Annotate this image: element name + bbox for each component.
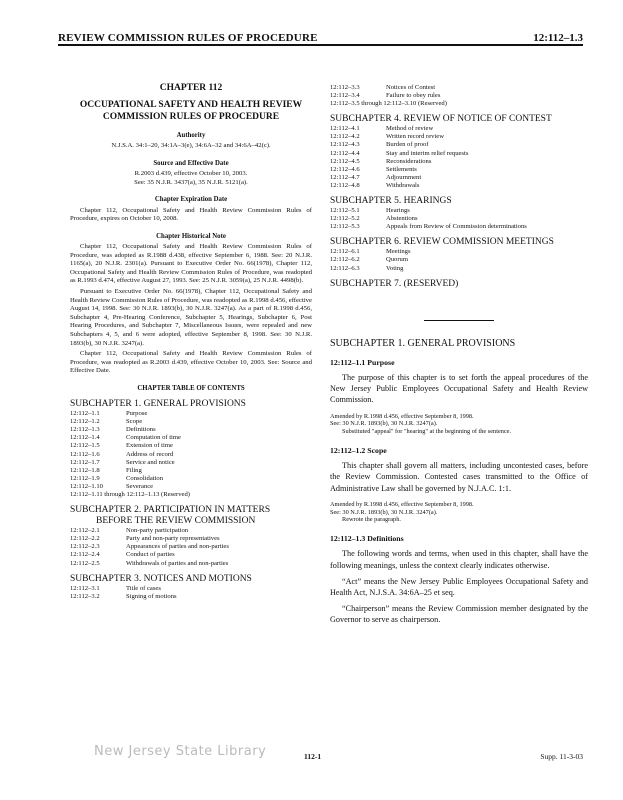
header-section: 12:112–1.3 [533,32,583,44]
toc-list-sub2 [70,527,312,567]
toc-row: 12:112–1.11 through 12:112–1.13 (Reserved) [70,491,190,499]
toc-section-title: Appearances of parties and non-parties [126,543,229,551]
toc-section-number: 12:112–1.5 [70,442,100,450]
toc-section-number: 12:112–2.4 [70,551,100,559]
toc-row [70,467,312,475]
toc-section-title: Voting [386,264,404,272]
toc-row [70,483,312,491]
toc-section-number: 12:112–1.10 [70,482,103,490]
toc-section-number: 12:112–5.2 [330,215,360,223]
toc-section-number: 12:112–4.1 [330,125,360,133]
section-1-1-note [330,413,588,436]
toc-section-title: Adjournment [386,173,422,181]
toc-row [330,141,588,149]
toc-section-title: Reconsiderations [386,157,432,165]
toc-section-title: Burden of proof [386,141,429,149]
toc-section-title: Filing [126,466,142,474]
toc-row [330,265,588,273]
note-line: See: 30 N.J.R. 1893(b), 30 N.J.R. 3247(a). [330,508,438,516]
toc-list-sub4 [330,125,588,190]
toc-list-sub1 [70,410,312,491]
toc-section-number: 12:112–1.6 [70,450,100,458]
section-1-3-body: The following words and terms, when used in this chapter, shall have the following meanings, unless the context clearly indicates otherwise. [330,549,588,570]
toc-section-number: 12:112–3.1 [70,584,100,592]
right-column [330,62,588,626]
toc-section-number: 12:112–1.9 [70,474,100,482]
toc-row [70,551,312,559]
toc-subchapter-3: SUBCHAPTER 3. NOTICES AND MOTIONS [70,573,252,584]
toc-section-number: 12:112–6.1 [330,248,360,256]
definition-chairperson: “Chairperson” means the Review Commission member designated by the Governor to serve as chairperson. [330,604,588,625]
chapter-title: OCCUPATIONAL SAFETY AND HEALTH REVIEW COMMISSION RULES OF PROCEDURE [79,100,303,122]
toc-section-number: 12:112–3.3 [330,84,360,91]
toc-section-number: 12:112–5.1 [330,207,360,215]
toc-subchapter-4: SUBCHAPTER 4. REVIEW OF NOTICE OF CONTEST [330,114,552,125]
toc-row [70,418,312,426]
expiration-heading: Chapter Expiration Date [154,196,228,204]
history-heading: Chapter Historical Note [156,232,226,240]
toc-row [70,434,312,442]
toc-section-number: 12:112–4.4 [330,149,360,157]
toc-section-title: Title of cases [126,584,161,592]
toc-section-title: Service and notice [126,458,175,466]
toc-row [330,174,588,182]
toc-row [70,451,312,459]
toc-section-title: Purpose [126,410,148,418]
toc-section-number: 12:112–4.7 [330,173,360,181]
toc-section-number: 12:112–3.4 [330,92,360,100]
toc-row [330,84,588,92]
toc-row [70,475,312,483]
source-text: R.2003 d.439, effective October 10, 2003. [134,170,248,178]
section-1-1-heading: 12:112–1.1 Purpose [330,357,395,367]
toc-section-title: Withdrawals [386,181,420,189]
toc-row [70,410,312,418]
toc-row [70,527,312,535]
toc-row [70,442,312,450]
toc-row [330,150,588,158]
toc-row [70,535,312,543]
toc-section-title: Quorum [386,256,408,264]
toc-section-title: Stay and interim relief requests [386,149,469,157]
toc-section-title: Consolidation [126,474,163,482]
toc-list-sub5 [330,207,588,231]
page-number: 112-1 [304,752,322,761]
toc-section-title: Scope [126,418,143,426]
toc-row [330,207,588,215]
toc-subchapter-2-cont: BEFORE THE REVIEW COMMISSION [96,516,256,527]
toc-subchapter-6: SUBCHAPTER 6. REVIEW COMMISSION MEETINGS [330,237,554,248]
header-title: REVIEW COMMISSION RULES OF PROCEDURE [58,32,318,44]
toc-section-number: 12:112–4.5 [330,157,360,165]
authority-heading: Authority [176,132,206,140]
toc-row [330,125,588,133]
toc-section-title: Severance [126,482,154,490]
toc-section-title: Abstentions [386,215,418,223]
toc-row [330,158,588,166]
toc-section-number: 12:112–1.4 [70,434,100,442]
toc-section-number: 12:112–2.3 [70,543,100,551]
toc-section-title: Address of record [126,450,174,458]
toc-row [70,543,312,551]
toc-subchapter-5: SUBCHAPTER 5. HEARINGS [330,196,452,207]
toc-section-number: 12:112–1.2 [70,418,100,426]
toc-section-title: Method of review [386,125,434,133]
section-1-2-note [330,501,588,524]
source-heading: Source and Effective Date [153,160,229,167]
toc-subchapter-2: SUBCHAPTER 2. PARTICIPATION IN MATTERS [70,505,271,516]
toc-section-number: 12:112–2.1 [70,527,100,535]
toc-section-number: 12:112–5.3 [330,223,360,231]
toc-section-number: 12:112–1.3 [70,426,100,434]
toc-section-number: 12:112–4.6 [330,165,360,173]
toc-section-number: 12:112–3.2 [70,592,100,600]
note-line: Rewrote the paragraph. [342,516,401,524]
toc-section-title: Meetings [386,248,411,256]
definition-act: “Act” means the New Jersey Public Employees Occupational Safety and Health Act, N.J.S.A. 34:6A–25 et seq. [330,576,588,598]
toc-subchapter-7: SUBCHAPTER 7. (RESERVED) [330,278,459,289]
library-watermark: New Jersey State Library [94,744,267,759]
supplement-date: Supp. 11-3-03 [540,752,583,761]
toc-list-sub6 [330,248,588,272]
running-header [58,30,583,46]
note-line: Substituted "appeal" for "hearing" at the beginning of the sentence. [342,428,512,436]
toc-section-number: 12:112–4.2 [330,133,360,141]
toc-row [70,585,312,593]
toc-row [330,256,588,264]
note-line: See: 30 N.J.R. 1893(b), 30 N.J.R. 3247(a). [330,420,438,428]
section-1-2-heading: 12:112–1.2 Scope [330,446,387,455]
toc-section-number: 12:112–1.8 [70,466,100,474]
authority-text: N.J.S.A. 34:1–20, 34:1A–3(e), 34:6A–32 and 34:6A–42(c). [111,142,271,150]
toc-section-number: 12:112–6.2 [330,256,360,264]
toc-section-title: Failure to obey rules [386,92,441,100]
toc-row [330,133,588,141]
toc-section-number: 12:112–1.7 [70,458,100,466]
toc-row [70,426,312,434]
section-1-2-body: This chapter shall govern all matters, including uncontested cases, before the Review Commission. Contested cases transmitted to the Office of Administrative Law shall be governed by N.J.A.C. 1:1. [330,461,588,493]
toc-row [330,182,588,190]
left-column [70,62,312,601]
toc-row [70,560,312,568]
toc-section-title: Hearings [386,207,410,215]
toc-section-number: 12:112–4.8 [330,181,360,189]
toc-section-title: Written record review [386,133,444,141]
toc-heading: CHAPTER TABLE OF CONTENTS [137,384,245,392]
toc-list-sub3 [70,585,312,601]
toc-row [70,459,312,467]
subchapter-1-heading: SUBCHAPTER 1. GENERAL PROVISIONS [330,337,516,349]
toc-section-title: Appeals from Review of Commission determinations [386,223,527,231]
toc-section-title: Signing of motions [126,592,177,600]
toc-section-title: Withdrawals of parties and non-parties [126,559,229,567]
toc-section-title: Conduct of parties [126,551,175,559]
toc-row [330,92,588,100]
toc-section-number: 12:112–4.3 [330,141,360,149]
section-divider [424,320,494,321]
toc-row [330,248,588,256]
toc-section-number: 12:112–1.1 [70,410,100,418]
history-paragraph-3: Chapter 112, Occupational Safety and Health Review Commission Rules of Procedure, was readopted as R.2003 d.439, effective October 10, 2003. See: Source and Effective Date. [70,350,312,375]
toc-row [330,166,588,174]
toc-section-title: Extension of time [126,442,173,450]
toc-subchapter-1: SUBCHAPTER 1. GENERAL PROVISIONS [70,399,246,410]
toc-section-title: Settlements [386,165,417,173]
toc-section-number: 12:112–6.3 [330,264,360,272]
history-paragraph-1: Chapter 112, Occupational Safety and Health Review Commission Rules of Procedure, was adopted as R.1988 d.438, effective September 6, 1988. See: 20 N.J.R. 1165(a), 20 N.J.R. 2301(a). Pursuant to Executive Order No. 66(1978), Chapter 112, Occupational Safety and Health Review Commission Rules of Procedure, was readopted as R.1993 d.474, effective August 27, 1993. See: 25 N.J.R. 3059(a), 25 N.J.R. 4498(b). [70,242,312,285]
toc-section-number: 12:112–2.2 [70,535,100,543]
toc-row [330,223,588,231]
section-1-1-body: The purpose of this chapter is to set forth the appeal procedures of the New Jersey Public Employees Occupational Safety and Health Review Commission. [330,373,588,405]
toc-section-title: Non-party participation [126,527,189,535]
expiration-text: Chapter 112, Occupational Safety and Health Review Commission Rules of Procedure, expires on October 10, 2008. [70,206,312,223]
source-text-2: See: 35 N.J.R. 3437(a), 35 N.J.R. 5121(a). [134,178,248,186]
toc-section-title: Notices of Contest [386,84,436,91]
toc-section-number: 12:112–2.5 [70,559,100,567]
chapter-number: CHAPTER 112 [159,83,223,93]
toc-row: 12:112–3.5 through 12:112–3.10 (Reserved) [330,100,447,108]
note-line: Amended by R.1998 d.456, effective September 8, 1998. [330,500,474,508]
toc-section-title: Party and non-party representatives [126,535,220,543]
toc-section-title: Computation of time [126,434,181,442]
section-1-3-heading: 12:112–1.3 Definitions [330,534,404,544]
toc-list-sub3-cont [330,84,588,100]
toc-row [70,593,312,601]
toc-row [330,215,588,223]
history-paragraph-2: Pursuant to Executive Order No. 66(1978), Chapter 112, Occupational Safety and Health Review Commission Rules of Procedure, was readopted as R.1998 d.456, effective August 14, 1998. See: 30 N.J.R. 1893(b), 30 N.J.R. 3247(a). As a part of R.1998 d.456, Subchapter 4, Pre-Hearing Conference, Subchapter 5, Hearings, Subchapter 6, Post Hearing Procedures, and Subchapter 7, Miscellaneous Issues, were repealed and new Subchapters 4, 5, and 6 were adopted, effective September 8, 1998. See: 30 N.J.R. 1893(b), 30 N.J.R. 3247(a). [70,287,312,347]
note-line: Amended by R.1998 d.456, effective September 8, 1998. [330,412,474,420]
toc-section-title: Definitions [126,426,156,434]
